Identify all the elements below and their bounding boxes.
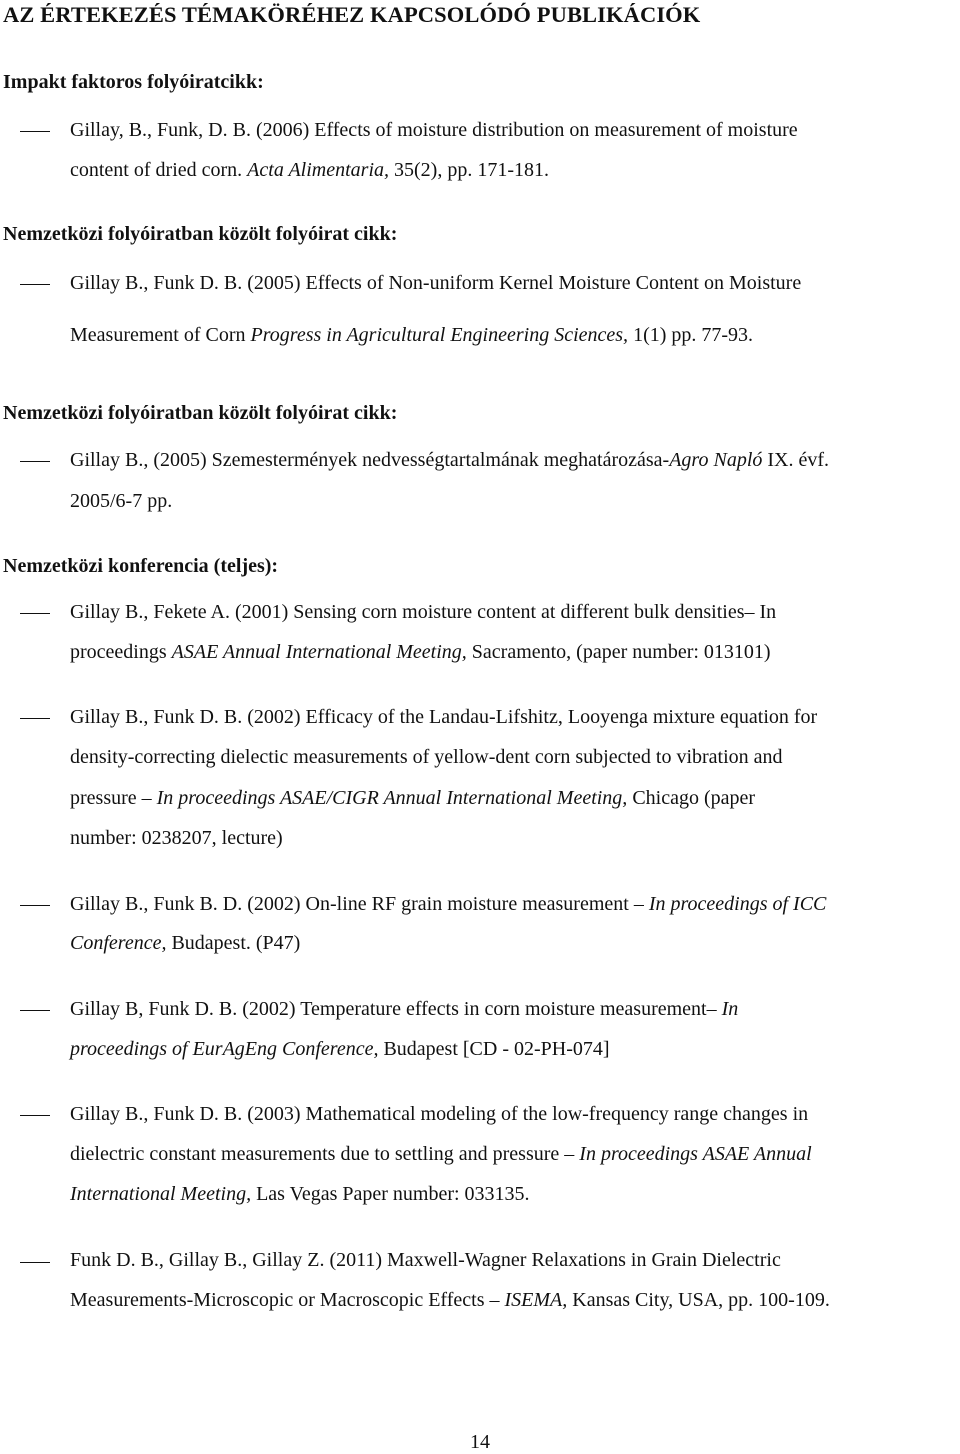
conference-name: In (721, 998, 739, 1020)
list-dash (20, 1115, 50, 1116)
entry-line: Gillay, B., Funk, D. B. (2006) Effects of moisture distribution on measurement of moisture (70, 119, 798, 141)
entry-line (70, 1289, 830, 1312)
list-dash (20, 905, 50, 906)
journal-name: Acta Alimentaria, (247, 159, 390, 181)
entry-line: Gillay B., Funk D. B. (2005) Effects of Non-uniform Kernel Moisture Content on Moisture (70, 272, 802, 294)
entry-line (70, 1038, 610, 1061)
conference-name: In proceedings ASAE Annual (579, 1143, 812, 1165)
conference-name: International Meeting, (70, 1183, 252, 1205)
entry-text: Chicago (paper (627, 787, 756, 809)
entry-line: number: 0238207, lecture) (70, 827, 283, 849)
page-number: 14 (470, 1431, 490, 1453)
entry-text: 1(1) pp. 77-93. (628, 324, 754, 346)
entry-text: IX. évf. (762, 449, 830, 471)
section-heading-international-conference: Nemzetközi konferencia (teljes): (3, 555, 279, 577)
list-dash (20, 1010, 50, 1011)
entry-text: Las Vegas Paper number: 033135. (251, 1183, 530, 1205)
entry-line (70, 324, 753, 347)
entry-text: proceedings (70, 641, 172, 663)
entry-text: Sacramento, (paper number: 013101) (466, 641, 771, 663)
entry-text: content of dried corn. (70, 159, 248, 181)
page-title: AZ ÉRTEKEZÉS TÉMAKÖRÉHEZ KAPCSOLÓDÓ PUBLIKÁCIÓK (3, 2, 701, 27)
conference-name: ISEMA, (504, 1289, 568, 1311)
entry-line: density-correcting dielectic measurements of yellow-dent corn subjected to vibration and (70, 746, 783, 768)
conference-name: Conference, (70, 932, 167, 954)
entry-line (70, 787, 755, 810)
entry-line: Gillay B., Funk D. B. (2003) Mathematical modeling of the low-frequency range changes in (70, 1103, 809, 1125)
entry-text: Gillay B, Funk D. B. (2002) Temperature effects in corn moisture measurement– (70, 998, 722, 1020)
journal-name: Progress in Agricultural Engineering Sciences, (250, 324, 629, 346)
entry-line (70, 449, 829, 472)
entry-line: Funk D. B., Gillay B., Gillay Z. (2011) Maxwell-Wagner Relaxations in Grain Dielectric (70, 1249, 781, 1271)
entry-text: dielectric constant measurements due to settling and pressure – (70, 1143, 580, 1165)
section-heading-impact-journal: Impakt faktoros folyóiratcikk: (3, 71, 264, 93)
list-dash (20, 718, 50, 719)
entry-line (70, 1183, 530, 1206)
entry-line (70, 932, 300, 955)
entry-text: Kansas City, USA, pp. 100-109. (567, 1289, 830, 1311)
entry-text: Measurement of Corn (70, 324, 251, 346)
entry-text: Measurements-Microscopic or Macroscopic Effects – (70, 1289, 505, 1311)
conference-name: ASAE Annual International Meeting, (171, 641, 467, 663)
entry-line (70, 641, 771, 664)
entry-text: Budapest. (P47) (166, 932, 301, 954)
list-dash (20, 131, 50, 132)
entry-line (70, 159, 549, 182)
conference-name: In proceedings ASAE/CIGR Annual International Meeting, (156, 787, 628, 809)
list-dash (20, 284, 50, 285)
list-dash (20, 461, 50, 462)
entry-text: pressure – (70, 787, 157, 809)
entry-line: Gillay B., Funk D. B. (2002) Efficacy of the Landau-Lifshitz, Looyenga mixture equation for (70, 706, 818, 728)
entry-line (70, 998, 738, 1021)
section-heading-international-journal: Nemzetközi folyóiratban közölt folyóirat cikk: (3, 223, 398, 245)
list-dash (20, 613, 50, 614)
entry-text: Budapest [CD - 02-PH-074] (378, 1038, 610, 1060)
entry-line (70, 893, 826, 916)
entry-text: 35(2), pp. 171-181. (389, 159, 549, 181)
entry-line: 2005/6-7 pp. (70, 490, 173, 512)
conference-name: proceedings of EurAgEng Conference, (70, 1038, 379, 1060)
entry-text: Gillay B., (2005) Szemestermények nedvességtartalmának meghatározása- (70, 449, 670, 471)
list-dash (20, 1262, 50, 1263)
journal-name: Agro Napló (669, 449, 763, 471)
conference-name: In proceedings of ICC (648, 893, 827, 915)
section-heading-international-journal: Nemzetközi folyóiratban közölt folyóirat cikk: (3, 402, 398, 424)
entry-line: Gillay B., Fekete A. (2001) Sensing corn moisture content at different bulk densities– In (70, 601, 777, 623)
entry-line (70, 1143, 812, 1166)
entry-text: Gillay B., Funk B. D. (2002) On-line RF grain moisture measurement – (70, 893, 649, 915)
